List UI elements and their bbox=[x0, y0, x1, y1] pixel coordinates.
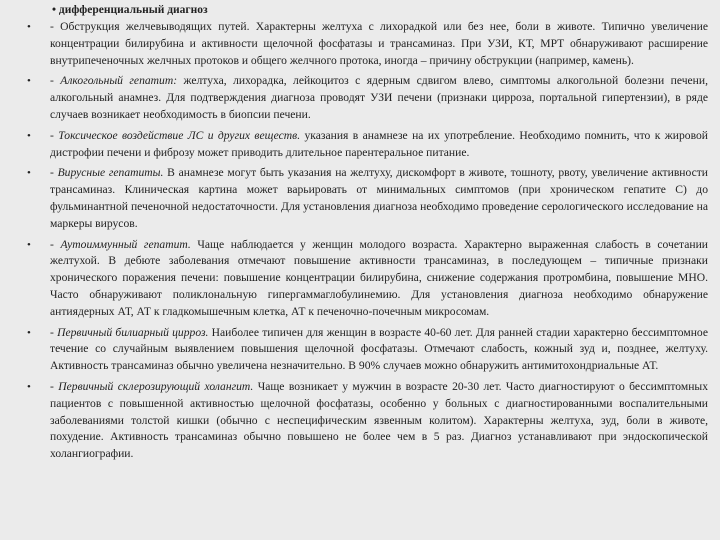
item-lead: - Алкогольный гепатит: bbox=[50, 74, 178, 88]
list-item-obstruction bbox=[27, 19, 708, 69]
bullet-icon: • bbox=[27, 238, 31, 251]
list-item-toxic bbox=[27, 128, 708, 162]
bullet-icon: • bbox=[27, 326, 31, 339]
item-text: В анамнезе могут быть указания на желтуху, дискомфорт в животе, тошноту, рвоту, увеличение активности трансаминаз. Клиническая картина может варьировать от минимальных симптомов (при хроническом гепатите С) до фульминантной печеночной недостаточности. Для установления диагноза необходимо проведение серологического исследование на маркеры вирусов. bbox=[50, 166, 708, 230]
item-lead: - Аутоиммунный гепатит. bbox=[50, 237, 191, 251]
item-text: - Обструкция желчевыводящих путей. Характерны желтуха с лихорадкой или без нее, боли в животе. Типично увеличение концентрации билирубина и активности щелочной фосфатазы и трансаминаз. При УЗИ, КТ, МРТ обнаруживают расширение внутрипеченочных желчных протоков и общего желчного протока, иногда – причину обструкции (например, камень). bbox=[50, 20, 708, 67]
list-item-viral-hepatitis bbox=[27, 165, 708, 232]
item-text: Чаще наблюдается у женщин молодого возраста. Характерно выраженная слабость в сочетании желтухой. В дебюте заболевания отмечают повышение активности трансаминаз, в последующем – типичные признаки хронического поражения печени: повышение концентрации билирубина, снижение содержания протромбина, повышение МНО. Часто обнаруживают поликлональную гипергаммаглобулинемию. Для установления диагноза необходимо обнаружение антиядерных АТ, АТ к гладкомышечным клетка, АТ к печеночно-почечным микросомам. bbox=[50, 237, 708, 318]
item-text: указания в анамнезе на их употребление. Необходимо помнить, что к жировой дистрофии печени и фиброзу может приводить длительное парентеральное питание. bbox=[50, 128, 708, 159]
list-item-autoimmune-hepatitis bbox=[27, 237, 708, 321]
list-item-sclerosing-cholangitis bbox=[27, 379, 708, 463]
item-text: Наиболее типичен для женщин в возрасте 40-60 лет. Для ранней стадии характерно бессимптомное течение со случайным выявлением повышения щелочной фосфатазы. Отмечают слабость, кожный зуд и, позднее, желтуху. Активность трансаминаз обычно увеличена незначительно. В 90% случаев можно обнаружить антимитохондриальные АТ. bbox=[50, 325, 708, 373]
item-lead: - Токсическое воздействие ЛС и других веществ. bbox=[50, 128, 301, 142]
bullet-icon: • bbox=[27, 75, 31, 88]
item-lead: - Первичный склерозирующий холангит. bbox=[50, 379, 254, 393]
bullet-icon: • bbox=[27, 167, 31, 180]
item-lead: - Первичный билиарный цирроз. bbox=[50, 325, 209, 339]
diagnosis-list bbox=[0, 18, 720, 463]
item-text: Чаще возникает у мужчин в возрасте 20-30 лет. Часто диагностируют о бессимптомных пациентов с повышенной активностью щелочной фосфатазы, особенно у больных с диагностированными воспалительными заболеваниями толстой кишки (обычно с неспецифическим язвенным колитом). Характерны желтуха, зуд, боли в животе, похудение. Активность трансаминаз обычно повышено не более чем в 5 раз. Диагноз устанавливают при эндоскопической холангиографии. bbox=[50, 379, 708, 461]
item-lead: - Вирусные гепатиты. bbox=[50, 166, 164, 180]
item-text: желтуха, лихорадка, лейкоцитоз с ядерным сдвигом влево, симптомы алкогольной болезни печени, алкогольный анамнез. Для подтверждения диагноза проводят УЗИ печени (признаки цирроза, портальной гипертензии), в ряде случаев возникает необходимость в биопсии печени. bbox=[50, 74, 708, 121]
bullet-icon: • bbox=[27, 21, 31, 33]
bullet-icon: • bbox=[27, 129, 31, 142]
section-heading: • дифференциальный диагноз bbox=[52, 4, 208, 16]
list-item-biliary-cirrhosis bbox=[27, 325, 708, 375]
bullet-icon: • bbox=[27, 380, 31, 393]
list-item-alcoholic-hepatitis bbox=[27, 73, 708, 123]
